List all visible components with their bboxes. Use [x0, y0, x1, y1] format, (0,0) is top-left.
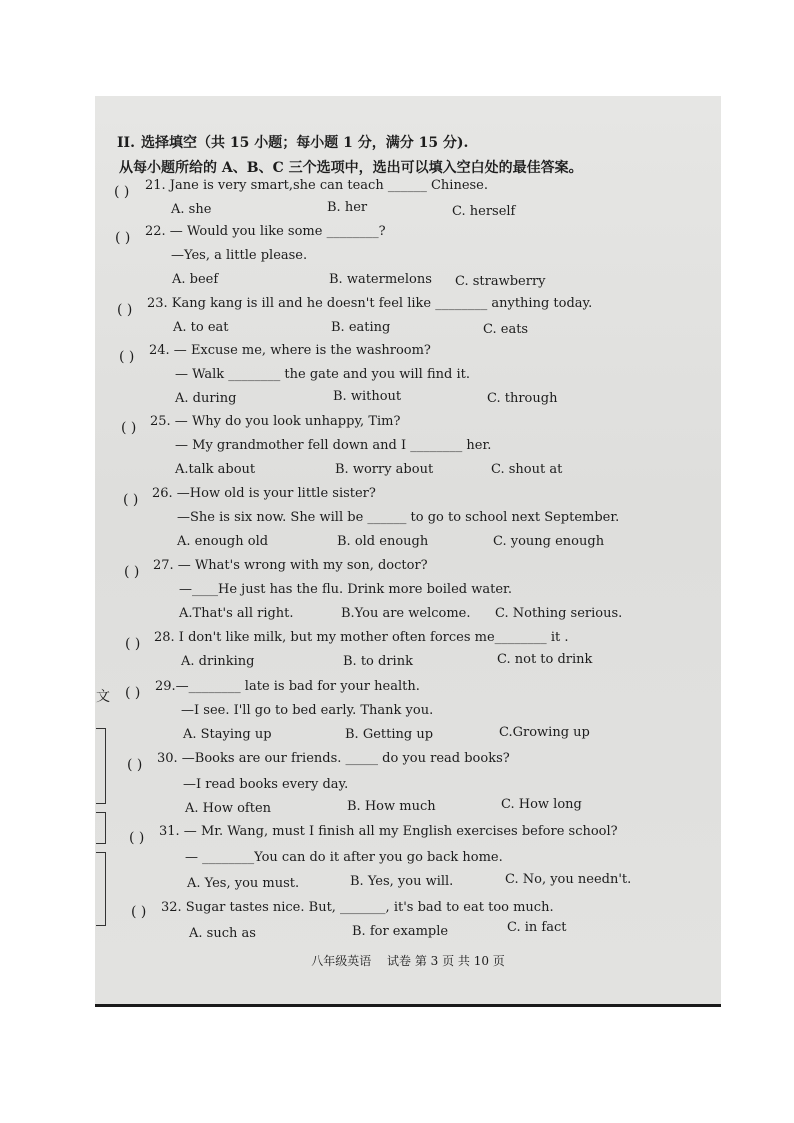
page-bottom-edge — [95, 1004, 721, 1007]
section-instruction: 从每小题所给的 A、B、C 三个选项中，选出可以填入空白处的最佳答案。 — [119, 160, 583, 176]
option-c: C. young enough — [493, 534, 605, 549]
question-reply: —Yes, a little please. — [171, 248, 308, 263]
question-text: 30. —Books are our friends. _____ do you read books? — [157, 751, 510, 766]
question-text: 29.—________ late is bad for your health. — [155, 679, 420, 694]
binding-margin-box — [96, 852, 106, 926]
option-c: C. herself — [452, 204, 516, 219]
exam-page — [95, 96, 721, 1006]
question-reply: —I see. I'll go to bed early. Thank you. — [181, 703, 434, 718]
answer-blank[interactable]: ( ) — [131, 904, 147, 920]
question-text: 27. — What's wrong with my son, doctor? — [153, 558, 428, 573]
answer-blank[interactable]: ( ) — [115, 230, 131, 246]
answer-blank[interactable]: ( ) — [114, 184, 130, 200]
answer-blank[interactable]: ( ) — [127, 757, 143, 773]
option-a: A. Staying up — [183, 727, 272, 742]
option-b: B. How much — [347, 799, 436, 814]
question-reply: — My grandmother fell down and I ________ her. — [175, 438, 492, 453]
question-reply: —I read books every day. — [183, 777, 349, 792]
option-a: A. during — [175, 391, 237, 406]
option-a: A. How often — [185, 801, 272, 816]
answer-blank[interactable]: ( ) — [123, 492, 139, 508]
option-b: B. her — [327, 200, 368, 215]
option-a: A.That's all right. — [179, 606, 294, 621]
option-c: C. How long — [501, 797, 582, 812]
question-text: 32. Sugar tastes nice. But, _______, it's bad to eat too much. — [161, 900, 554, 915]
answer-blank[interactable]: ( ) — [124, 564, 140, 580]
question-text: 22. — Would you like some ________? — [145, 224, 386, 239]
answer-blank[interactable]: ( ) — [125, 636, 141, 652]
option-a: A. she — [171, 202, 212, 217]
section-number: II. — [117, 135, 135, 151]
option-a: A. such as — [189, 926, 256, 941]
option-c: C.Growing up — [499, 725, 590, 740]
question-text: 21. Jane is very smart,she can teach ______ Chinese. — [145, 178, 489, 193]
option-a: A. enough old — [177, 534, 269, 549]
question-text: 24. — Excuse me, where is the washroom? — [149, 343, 431, 358]
question-reply: —____He just has the flu. Drink more boiled water. — [179, 582, 512, 597]
option-b: B. eating — [331, 320, 391, 335]
answer-blank[interactable]: ( ) — [117, 302, 133, 318]
option-b: B.You are welcome. — [341, 606, 471, 621]
option-b: B. Yes, you will. — [350, 874, 454, 889]
question-text: 23. Kang kang is ill and he doesn't feel like ________ anything today. — [147, 296, 593, 311]
option-c: C. not to drink — [497, 652, 593, 667]
answer-blank[interactable]: ( ) — [129, 830, 145, 846]
option-b: B. Getting up — [345, 727, 434, 742]
answer-blank[interactable]: ( ) — [125, 685, 141, 701]
option-c: C. Nothing serious. — [495, 606, 623, 621]
question-reply: — ________You can do it after you go back home. — [185, 850, 503, 865]
option-c: C. eats — [483, 322, 529, 337]
option-b: B. watermelons — [329, 272, 432, 287]
option-b: B. to drink — [343, 654, 413, 669]
option-a: A. beef — [172, 272, 219, 287]
question-reply: — Walk ________ the gate and you will find it. — [175, 367, 470, 382]
option-a: A. to eat — [173, 320, 229, 335]
question-reply: —She is six now. She will be ______ to go to school next September. — [177, 510, 620, 525]
option-b: B. old enough — [337, 534, 429, 549]
section-heading — [117, 132, 468, 152]
option-a: A. drinking — [181, 654, 255, 669]
option-b: B. without — [333, 389, 402, 404]
answer-blank[interactable]: ( ) — [121, 420, 137, 436]
option-b: B. worry about — [335, 462, 434, 477]
page-footer: 八年级英语 试卷 第 3 页 共 10 页 — [311, 954, 505, 968]
option-c: C. through — [487, 391, 558, 406]
question-text: 25. — Why do you look unhappy, Tim? — [150, 414, 401, 429]
question-text: 26. —How old is your little sister? — [152, 486, 376, 501]
section-title: 选择填空（共 15 小题；每小题 1 分，满分 15 分). — [140, 135, 469, 151]
option-c: C. shout at — [491, 462, 563, 477]
answer-blank[interactable]: ( ) — [119, 349, 135, 365]
option-b: B. for example — [352, 924, 449, 939]
option-c: C. in fact — [507, 920, 567, 935]
binding-margin-box — [96, 812, 106, 844]
option-a: A. Yes, you must. — [187, 876, 300, 891]
option-c: C. strawberry — [455, 274, 546, 289]
option-c: C. No, you needn't. — [505, 872, 632, 887]
option-a: A.talk about — [175, 462, 256, 477]
question-text: 28. I don't like milk, but my mother often forces me________ it . — [154, 630, 569, 645]
question-text: 31. — Mr. Wang, must I finish all my English exercises before school? — [159, 824, 618, 839]
binding-margin-box — [96, 728, 106, 804]
margin-character: 文 — [96, 689, 110, 705]
